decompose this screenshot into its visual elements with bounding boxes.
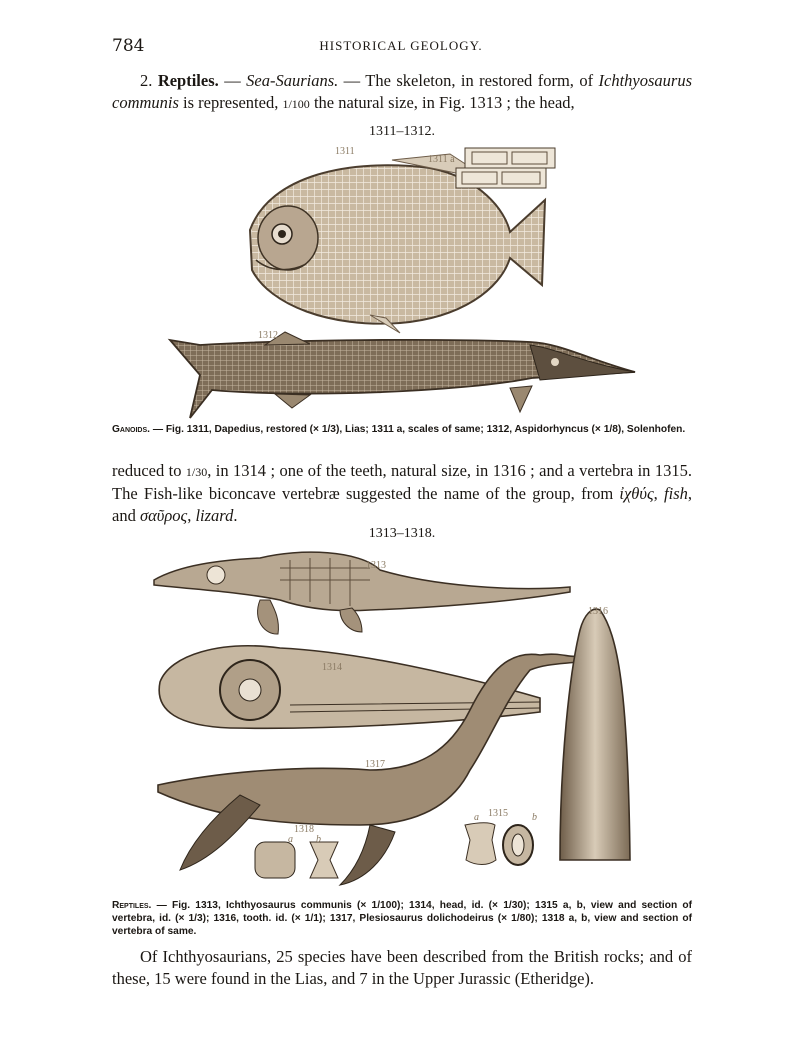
- paragraph-reptiles: [112, 70, 692, 115]
- word-lizard: lizard: [195, 506, 234, 525]
- running-title: HISTORICAL GEOLOGY.: [319, 38, 483, 53]
- figure-title-1311: 1311–1312.: [369, 124, 435, 139]
- figure-sea-saurians: [140, 540, 660, 895]
- page-number: 784: [112, 36, 145, 56]
- greek-word-fish: ἰχθύς: [619, 484, 654, 503]
- figure-ganoid-fishes: [160, 140, 650, 425]
- label-1318a: a: [288, 834, 293, 845]
- caption-lead: Ganoids.: [112, 424, 150, 435]
- vertebrae-1315: [465, 823, 533, 865]
- fraction: 1/30: [185, 465, 208, 479]
- label-1312: 1312: [258, 330, 278, 341]
- label-1315a: a: [474, 812, 479, 823]
- section-subheading: Sea-Saurians.: [246, 71, 339, 90]
- section-heading: Reptiles.: [157, 71, 219, 90]
- label-1314: 1314: [322, 662, 342, 673]
- text-run: .: [233, 506, 238, 525]
- text-run: is represented,: [178, 93, 283, 112]
- text-run: reduced to: [112, 461, 186, 480]
- text-run: , and: [112, 484, 693, 525]
- label-1316: 1316: [588, 606, 608, 617]
- caption-text: — Fig. 1313, Ichthyosaurus communis (× 1/100); 1314, head, id. (× 1/30); 1315 a, b, view and section of vertebra, id. (× 1/3); 1316, tooth. id. (× 1/1); 1317, Plesiosaurus dolichodeirus (× 1/80); 1318 a, b, view and section of vertebra of same.: [112, 900, 692, 937]
- label-1317: 1317: [365, 759, 385, 770]
- text-run: the natural size, in Fig. 1313 ; the head,: [309, 93, 575, 112]
- caption-reptiles: [112, 899, 692, 938]
- species-name: Ichthyosaurus communis: [112, 71, 693, 112]
- label-1311: 1311: [335, 146, 355, 157]
- fraction: 1/100: [282, 97, 310, 111]
- figure-title-1313: 1313–1318.: [368, 526, 436, 541]
- caption-lead: Reptiles.: [112, 900, 152, 911]
- section-number: 2.: [140, 71, 153, 90]
- text-run: ,: [187, 506, 196, 525]
- vertebrae-1318: [255, 842, 338, 878]
- caption-ganoids: [112, 423, 692, 436]
- word-fish: fish: [664, 484, 688, 503]
- label-1315b: b: [532, 812, 537, 823]
- tooth-1316: [560, 609, 630, 860]
- greek-word-lizard: σαῦρος: [139, 506, 188, 525]
- caption-text: — Fig. 1311, Dapedius, restored (× 1/3), Lias; 1311 a, scales of same; 1312, Aspidorhyncus (× 1/8), Solenhofen.: [149, 424, 686, 435]
- paragraph-species-count: Of Ichthyosaurians, 25 species have been described from the British rocks; and of these, 15 were found in the Lias, and 7 in the Upper Jurassic (Etheridge).: [112, 947, 692, 988]
- label-1318: 1318: [294, 824, 314, 835]
- ichthyosaurus-skeleton: [154, 552, 570, 634]
- text-run: — The skeleton, in restored form, of: [338, 71, 599, 90]
- label-1313: 1313: [366, 560, 386, 571]
- page-header: [112, 36, 690, 58]
- label-1315: 1315: [488, 808, 508, 819]
- aspidorhyncus-fish: [170, 332, 635, 418]
- text-run: ,: [653, 484, 665, 503]
- scale-detail-1311a: [456, 148, 555, 188]
- label-1318b: b: [316, 834, 321, 845]
- text-run: , in 1314 ; one of the teeth, natural size, in 1316 ; and a vertebra in 1315. The Fish-like biconcave vertebræ suggested the name of the group, from: [112, 461, 692, 503]
- dash: —: [218, 71, 247, 90]
- paragraph-ichthyosaurus: [112, 460, 692, 527]
- label-1311a: 1311 a: [428, 154, 455, 165]
